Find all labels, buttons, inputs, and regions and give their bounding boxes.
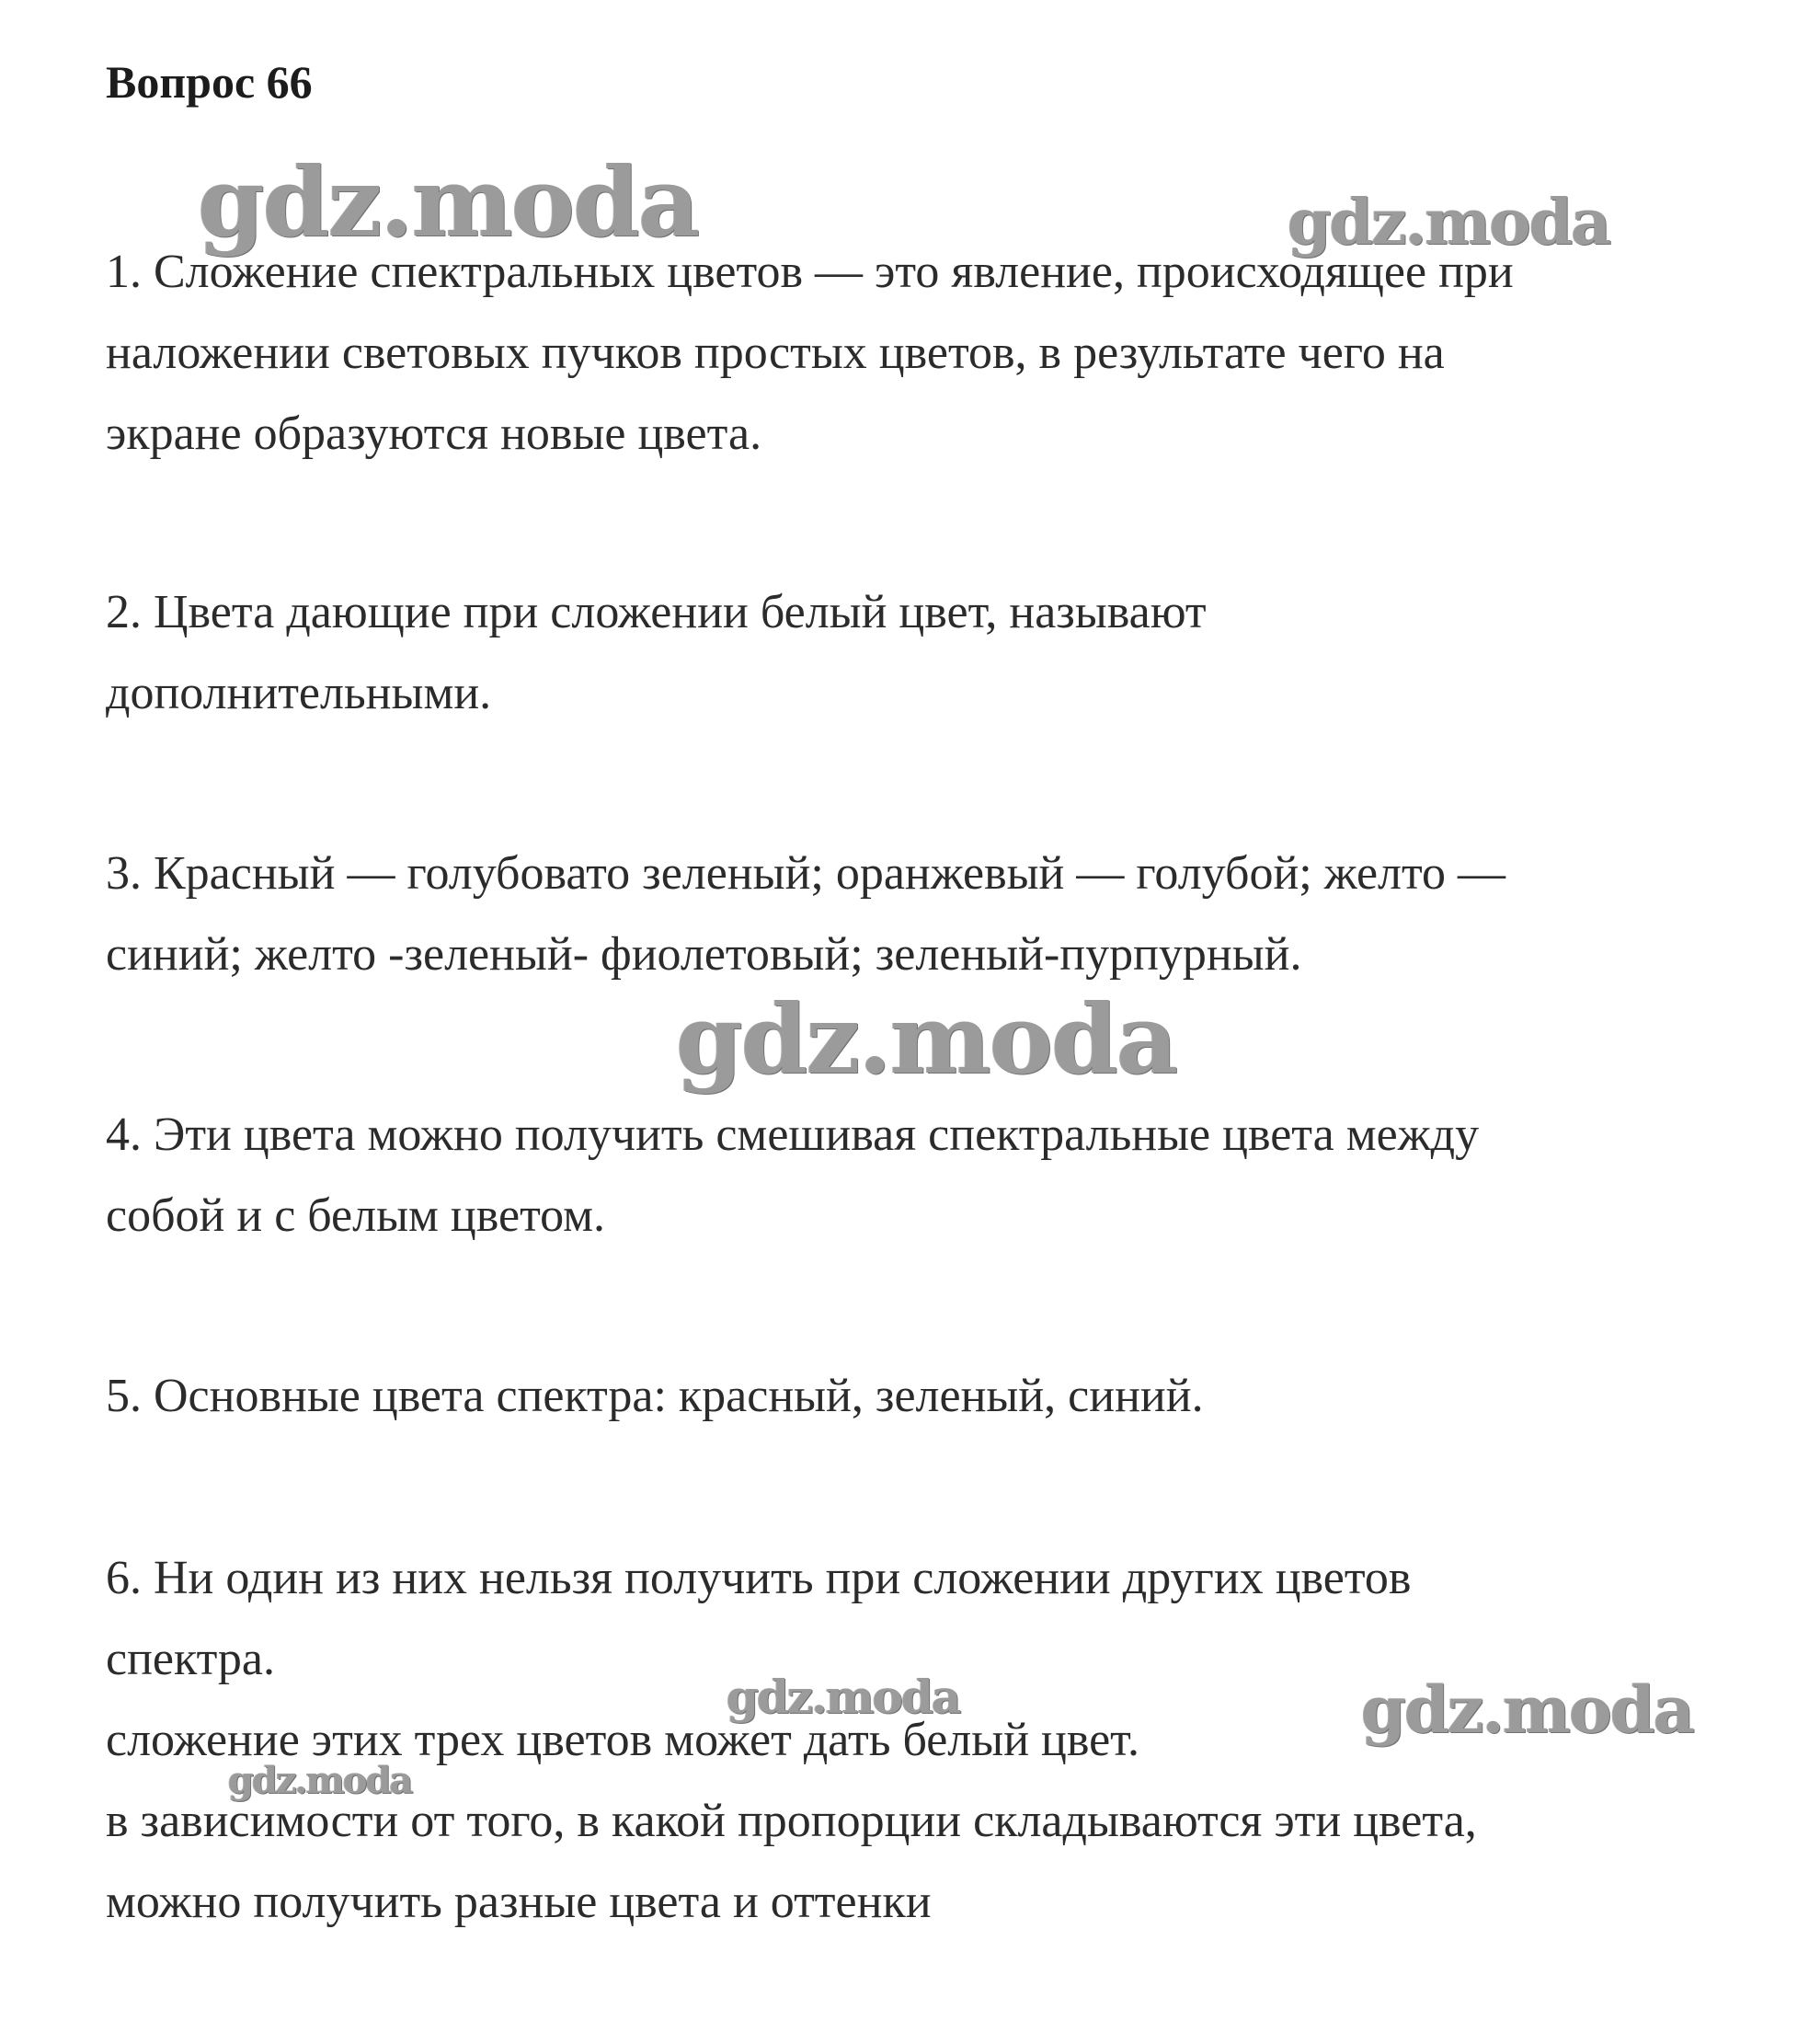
answer-5 (106, 1356, 1743, 1437)
answer-2-line-2: дополнительными. (106, 667, 492, 719)
watermark-logo: gdz.moda (1288, 186, 1610, 259)
answer-4 (106, 1095, 1743, 1257)
answer-3 (106, 833, 1743, 995)
answer-3-line-2: синий; желто -зеленый- фиолетовый; зеленый-пурпурный. (106, 928, 1302, 981)
watermark-logo: gdz.moda (1361, 1671, 1694, 1748)
answer-1-line-3: экране образуются новые цвета. (106, 408, 762, 460)
watermark-logo: gdz.moda (727, 1670, 960, 1724)
answer-6-line-4: в зависимости от того, в какой пропорции складываются эти цвета, (106, 1795, 1477, 1847)
answer-4-line-1: 4. Эти цвета можно получить смешивая спектральные цвета между (106, 1108, 1480, 1161)
answer-6-line-1: 6. Ни один из них нельзя получить при сложении других цветов (106, 1552, 1412, 1604)
answer-2 (106, 572, 1743, 734)
answer-4-line-2: собой и с белым цветом. (106, 1189, 606, 1242)
answer-1-line-1: 1. Сложение спектральных цветов — это явление, происходящее при (106, 246, 1514, 298)
answer-6-line-2: спектра. (106, 1633, 276, 1685)
watermark-logo: gdz.moda (198, 145, 699, 258)
watermark-logo: gdz.moda (228, 1759, 412, 1802)
question-title: Вопрос 66 (106, 56, 313, 108)
answer-1-line-2: наложении световых пучков простых цветов, в результате чего на (106, 327, 1445, 379)
answer-6-line-3: сложение этих трех цветов может дать белый цвет. (106, 1714, 1139, 1766)
watermark-logo: gdz.moda (676, 982, 1177, 1096)
answer-1 (106, 232, 1743, 475)
answer-2-line-1: 2. Цвета дающие при сложении белый цвет, называют (106, 586, 1207, 638)
answer-6-line-5: можно получить разные цвета и оттенки (106, 1876, 932, 1928)
answer-3-line-1: 3. Красный — голубовато зеленый; оранжевый — голубой; желто — (106, 847, 1506, 900)
answer-5-line-1: 5. Основные цвета спектра: красный, зеленый, синий. (106, 1370, 1204, 1422)
